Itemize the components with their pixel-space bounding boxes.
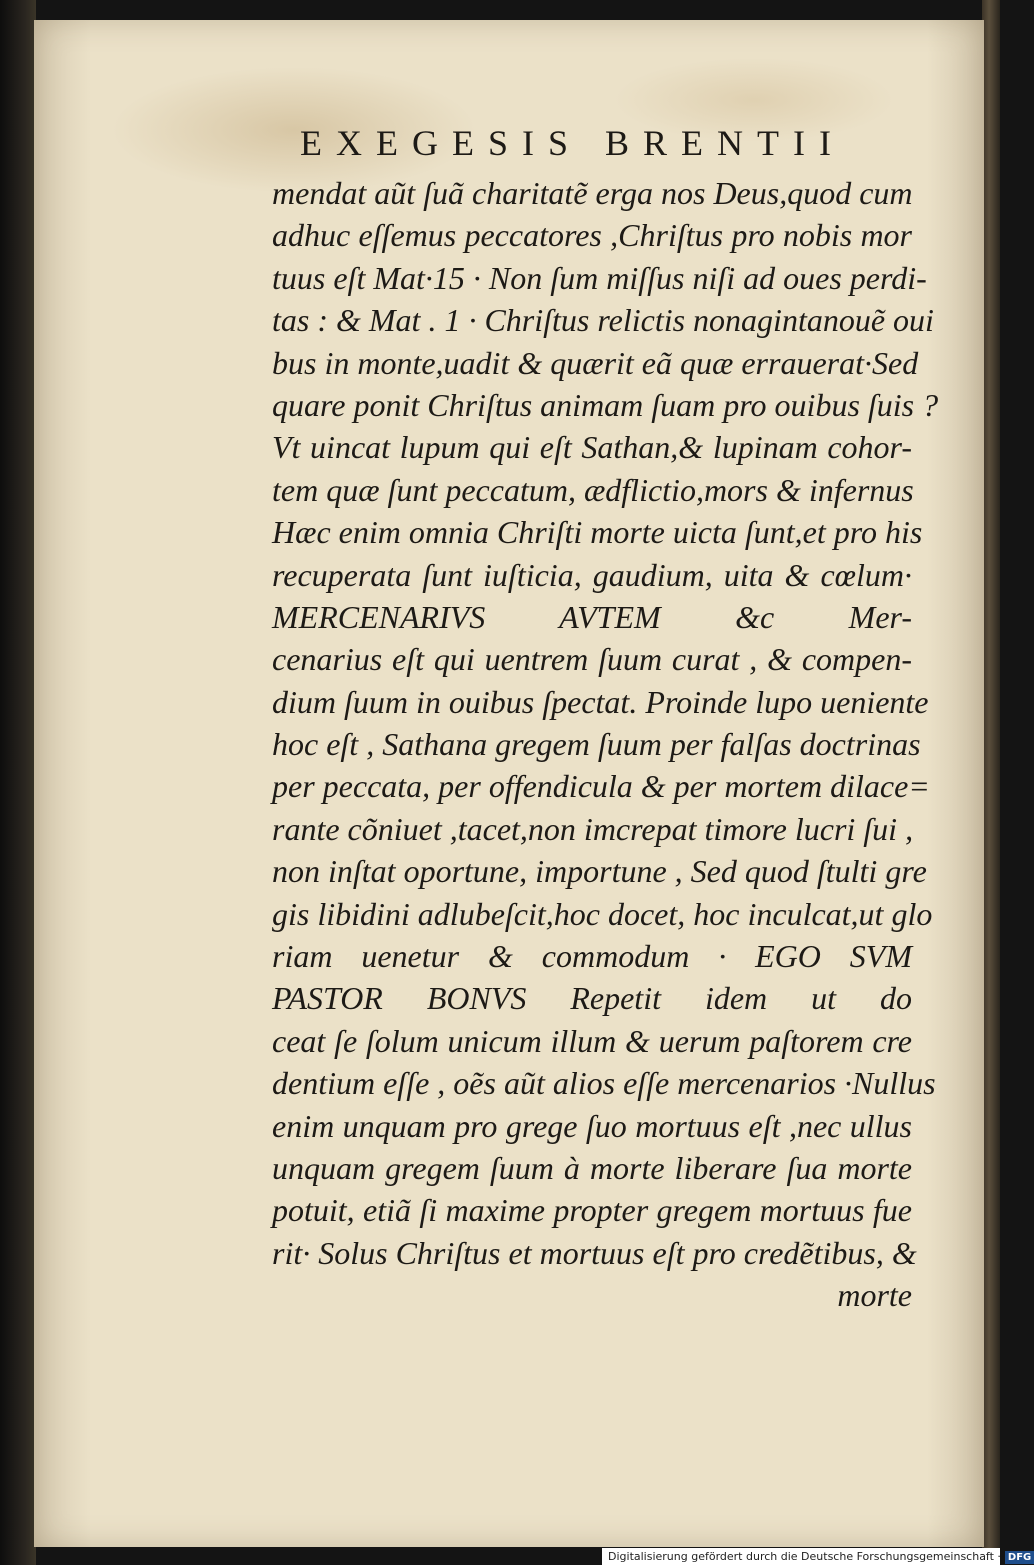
text-line: dentium eſſe , oẽs aũt alios eſſe mercenarios ·Nullus bbox=[272, 1065, 936, 1102]
text-line: tuus eſt Mat·15 · Non ſum miſſus niſi ad oues perdi- bbox=[272, 259, 927, 296]
text-line: cenarius eſt qui uentrem ſuum curat , & compen- bbox=[272, 641, 912, 678]
book-binding-left bbox=[0, 0, 36, 1565]
text-line: Hæc enim omnia Chriſti morte uicta ſunt,et pro his bbox=[272, 514, 923, 551]
text-line: tem quæ ſunt peccatum, ædflictio,mors & infernus bbox=[272, 471, 914, 508]
text-line: rante cõniuet ,tacet,non imcrepat timore lucri ſui , bbox=[272, 810, 914, 847]
text-line: riam uenetur & commodum · EGO SVM bbox=[272, 938, 912, 975]
running-header: EXEGESIS BRENTII bbox=[300, 123, 845, 163]
text-line: adhuc eſſemus peccatores ,Chriſtus pro nobis mor bbox=[272, 217, 912, 254]
text-line: bus in monte,uadit & quærit eã quæ errauerat·Sed bbox=[272, 344, 919, 381]
text-line: rit· Solus Chriſtus et mortuus eſt pro credẽtibus, & bbox=[272, 1234, 917, 1271]
text-line: mendat aũt ſuã charitatẽ erga nos Deus,quod cum bbox=[272, 175, 913, 211]
text-line: hoc eſt , Sathana gregem ſuum per falſas doctrinas bbox=[272, 726, 921, 763]
text-line: enim unquam pro grege ſuo mortuus eſt ,nec ullus bbox=[272, 1107, 912, 1144]
text-line: PASTOR BONVS Repetit idem ut do bbox=[272, 980, 912, 1017]
text-line: per peccata, per offendicula & per mortem dilace= bbox=[272, 768, 930, 805]
text-line: Vt uincat lupum qui eſt Sathan,& lupinam cohor- bbox=[272, 429, 912, 466]
text-line: unquam gregem ſuum à morte liberare ſua morte bbox=[272, 1149, 912, 1186]
catchword: morte bbox=[837, 1277, 912, 1314]
text-line: potuit, etiã ſi maxime propter gregem mortuus fue bbox=[272, 1192, 912, 1229]
text-line: quare ponit Chriſtus animam ſuam pro ouibus ſuis ? bbox=[272, 386, 939, 423]
text-line: recuperata ſunt iuſticia, gaudium, uita & cœlum· bbox=[272, 556, 912, 593]
text-line: dium ſuum in ouibus ſpectat. Proinde lupo ueniente bbox=[272, 683, 929, 720]
text-line: non inſtat oportune, importune , Sed quod ſtulti gre bbox=[272, 853, 927, 890]
page-body bbox=[272, 172, 939, 1317]
text-line: ceat ſe ſolum unicum illum & uerum paſtorem cre bbox=[272, 1022, 912, 1059]
text-line: tas : & Mat . 1 · Chriſtus relictis nonagintanouẽ oui bbox=[272, 302, 934, 339]
book-edge-right bbox=[982, 0, 1000, 1565]
digitization-footer bbox=[602, 1548, 1032, 1565]
footer-text: Digitalisierung gefördert durch die Deutsche Forschungsgemeinschaft · bbox=[608, 1550, 1001, 1563]
dfg-logo-icon: DFG bbox=[1005, 1551, 1034, 1564]
text-line: gis libidini adlubeſcit,hoc docet, hoc inculcat,ut glo bbox=[272, 895, 933, 932]
text-line: MERCENARIVS AVTEM &c Mer- bbox=[272, 598, 912, 635]
